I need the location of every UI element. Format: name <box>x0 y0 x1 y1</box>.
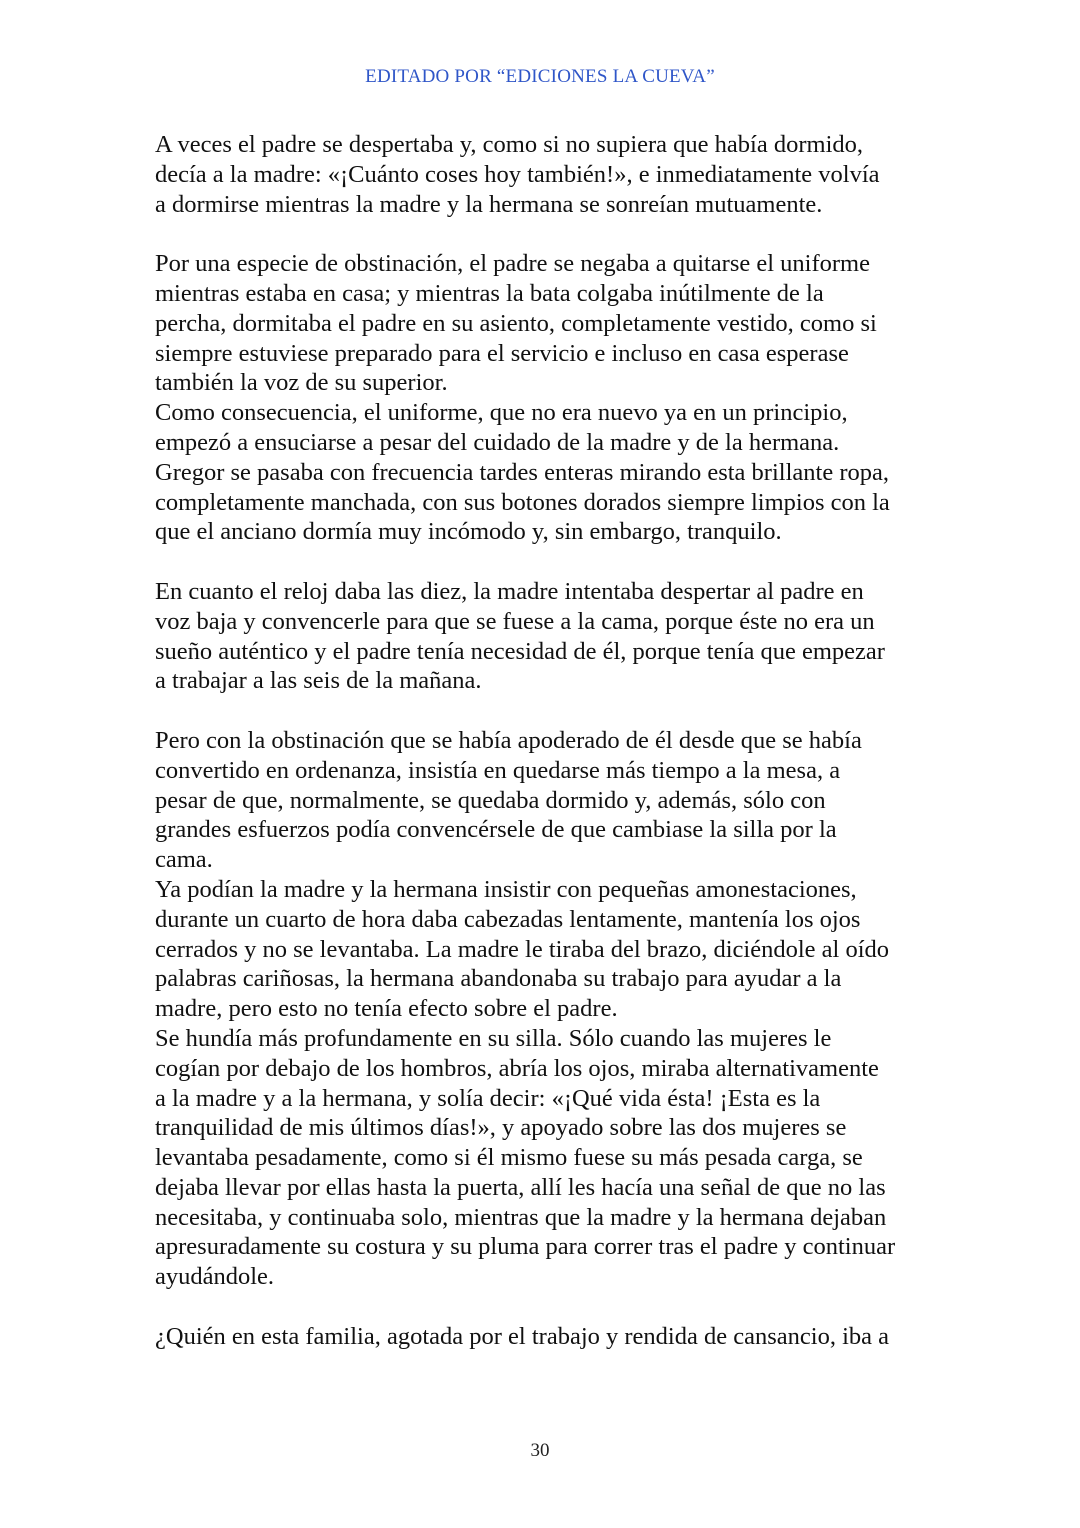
text-line: ¿Quién en esta familia, agotada por el trabajo y rendida de cansancio, iba a <box>155 1322 889 1350</box>
text-line: a la madre y a la hermana, y solía decir: «¡Qué vida ésta! ¡Esta es la <box>155 1084 821 1112</box>
text-line: percha, dormitaba el padre en su asiento, completamente vestido, como si <box>155 309 877 337</box>
text-line: Ya podían la madre y la hermana insistir con pequeñas amonestaciones, <box>155 875 857 903</box>
text-line: grandes esfuerzos podía convencérsele de que cambiase la silla por la <box>155 816 837 844</box>
text-line: durante un cuarto de hora daba cabezadas lentamente, mantenía los ojos <box>155 905 861 933</box>
text-line: cama. <box>155 846 213 874</box>
text-line: a dormirse mientras la madre y la hermana se sonreían mutuamente. <box>155 190 823 218</box>
text-line: levantaba pesadamente, como si él mismo fuese su más pesada carga, se <box>155 1144 863 1172</box>
text-line: convertido en ordenanza, insistía en quedarse más tiempo a la mesa, a <box>155 756 841 784</box>
paragraph <box>155 130 945 219</box>
text-line: Pero con la obstinación que se había apoderado de él desde que se había <box>155 726 862 754</box>
text-line: completamente manchada, con sus botones dorados siempre limpios con la <box>155 488 890 516</box>
text-line: también la voz de su superior. <box>155 369 448 397</box>
text-line: apresuradamente su costura y su pluma para correr tras el padre y continuar <box>155 1233 896 1261</box>
text-line: Como consecuencia, el uniforme, que no era nuevo ya en un principio, <box>155 399 848 427</box>
paragraph-gap <box>155 696 945 726</box>
text-line: decía a la madre: «¡Cuánto coses hoy también!», e inmediatamente volvía <box>155 160 880 188</box>
text-line: ayudándole. <box>155 1263 275 1291</box>
text-line: empezó a ensuciarse a pesar del cuidado de la madre y de la hermana. <box>155 428 840 456</box>
text-line: cogían por debajo de los hombros, abría los ojos, miraba alternativamente <box>155 1054 879 1082</box>
text-line: que el anciano dormía muy incómodo y, sin embargo, tranquilo. <box>155 518 782 546</box>
text-line: mientras estaba en casa; y mientras la bata colgaba inútilmente de la <box>155 279 824 307</box>
text-line: a trabajar a las seis de la mañana. <box>155 667 482 695</box>
text-line: En cuanto el reloj daba las diez, la madre intentaba despertar al padre en <box>155 577 864 605</box>
page-header: EDITADO POR “EDICIONES LA CUEVA” <box>365 66 715 87</box>
text-line: siempre estuviese preparado para el servicio e incluso en casa esperase <box>155 339 849 367</box>
text-line: palabras cariñosas, la hermana abandonaba su trabajo para ayudar a la <box>155 965 842 993</box>
page-number: 30 <box>530 1440 550 1461</box>
paragraph <box>155 577 945 696</box>
text-line: cerrados y no se levantaba. La madre le tiraba del brazo, diciéndole al oído <box>155 935 889 963</box>
paragraph <box>155 249 945 547</box>
paragraph-gap <box>155 547 945 577</box>
text-line: pesar de que, normalmente, se quedaba dormido y, además, sólo con <box>155 786 826 814</box>
text-line: voz baja y convencerle para que se fuese a la cama, porque éste no era un <box>155 607 875 635</box>
text-line: A veces el padre se despertaba y, como si no supiera que había dormido, <box>155 131 863 158</box>
text-line: Se hundía más profundamente en su silla. Sólo cuando las mujeres le <box>155 1024 832 1052</box>
text-line: necesitaba, y continuaba solo, mientras que la madre y la hermana dejaban <box>155 1203 887 1231</box>
paragraph-gap <box>155 1292 945 1322</box>
text-line: Por una especie de obstinación, el padre se negaba a quitarse el uniforme <box>155 250 870 278</box>
paragraph <box>155 726 945 1292</box>
text-line: madre, pero esto no tenía efecto sobre el padre. <box>155 995 618 1023</box>
text-line: Gregor se pasaba con frecuencia tardes enteras mirando esta brillante ropa, <box>155 458 889 486</box>
text-line: dejaba llevar por ellas hasta la puerta, allí les hacía una señal de que no las <box>155 1173 886 1201</box>
body-text <box>155 130 945 1352</box>
paragraph <box>155 1322 945 1352</box>
text-line: tranquilidad de mis últimos días!», y apoyado sobre las dos mujeres se <box>155 1114 847 1142</box>
text-line: sueño auténtico y el padre tenía necesidad de él, porque tenía que empezar <box>155 637 885 665</box>
paragraph-gap <box>155 219 945 249</box>
